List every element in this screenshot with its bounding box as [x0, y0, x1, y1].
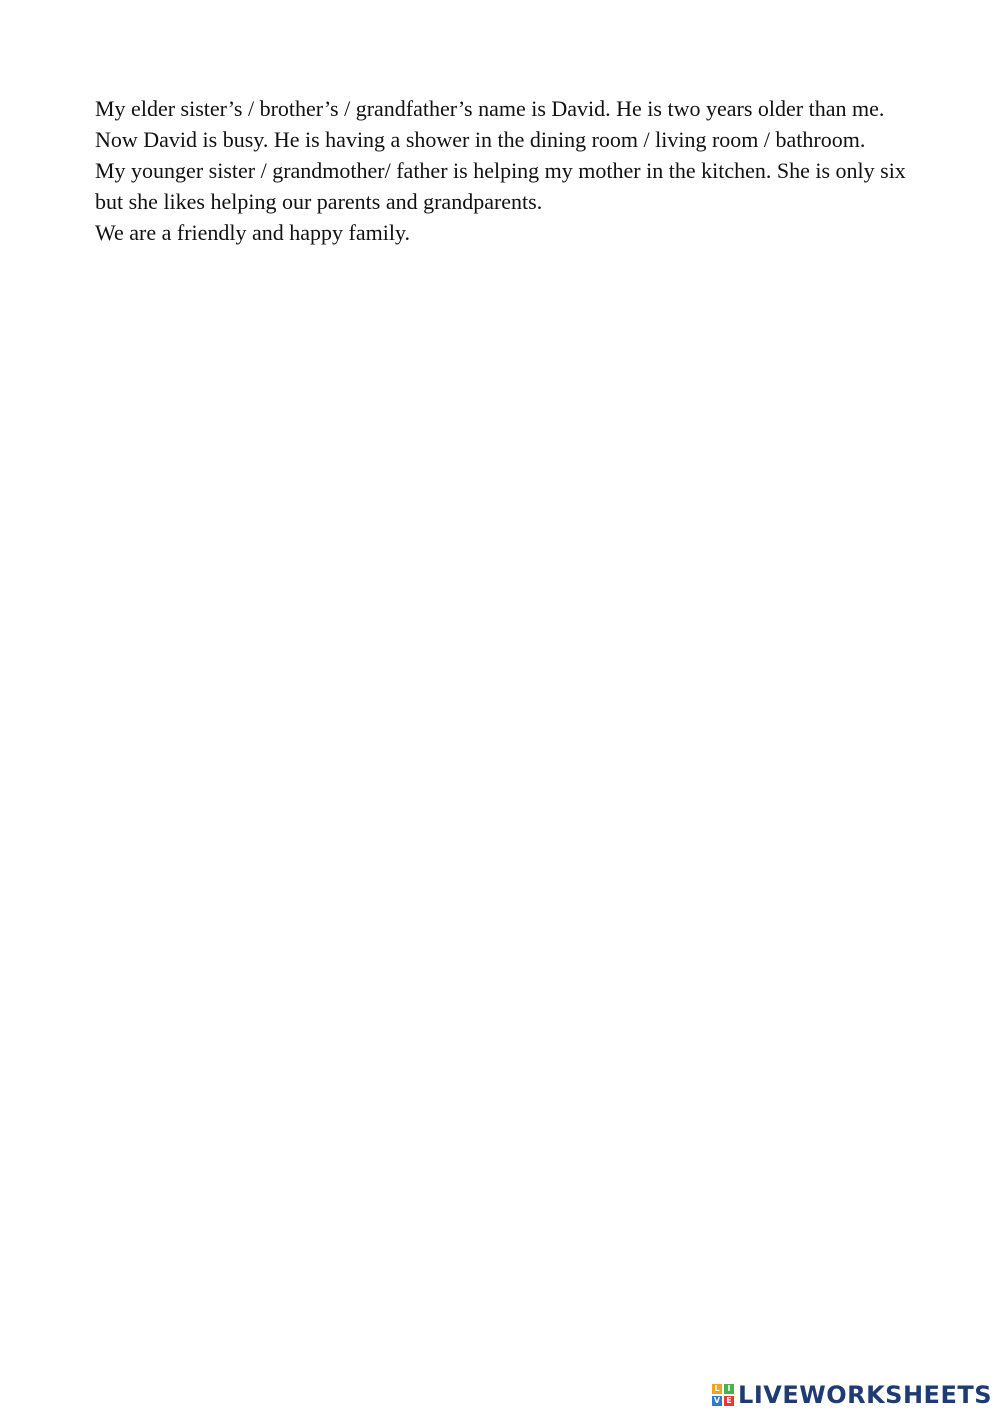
- logo-icon-cell: V: [713, 1396, 721, 1405]
- logo-icon-cell: E: [724, 1396, 734, 1406]
- logo-icon-cell: I: [724, 1384, 734, 1394]
- logo-text: LIVEWORKSHEETS: [738, 1381, 992, 1409]
- worksheet-text: [95, 93, 910, 248]
- paragraph-family: We are a friendly and happy family.: [95, 220, 411, 245]
- logo-icon-cell: L: [712, 1384, 722, 1394]
- paragraph-younger-sibling: My younger sister / grandmother/ father is helping my mother in the kitchen. She is only six but she likes helping our parents and grandparents.: [95, 158, 906, 214]
- paragraph-david: My elder sister’s / brother’s / grandfather’s name is David. He is two years older than me. Now David is busy. He is having a shower in the dining room / living room / bathroom.: [95, 96, 885, 152]
- logo-icon: [712, 1384, 734, 1406]
- liveworksheets-logo: [712, 1383, 992, 1407]
